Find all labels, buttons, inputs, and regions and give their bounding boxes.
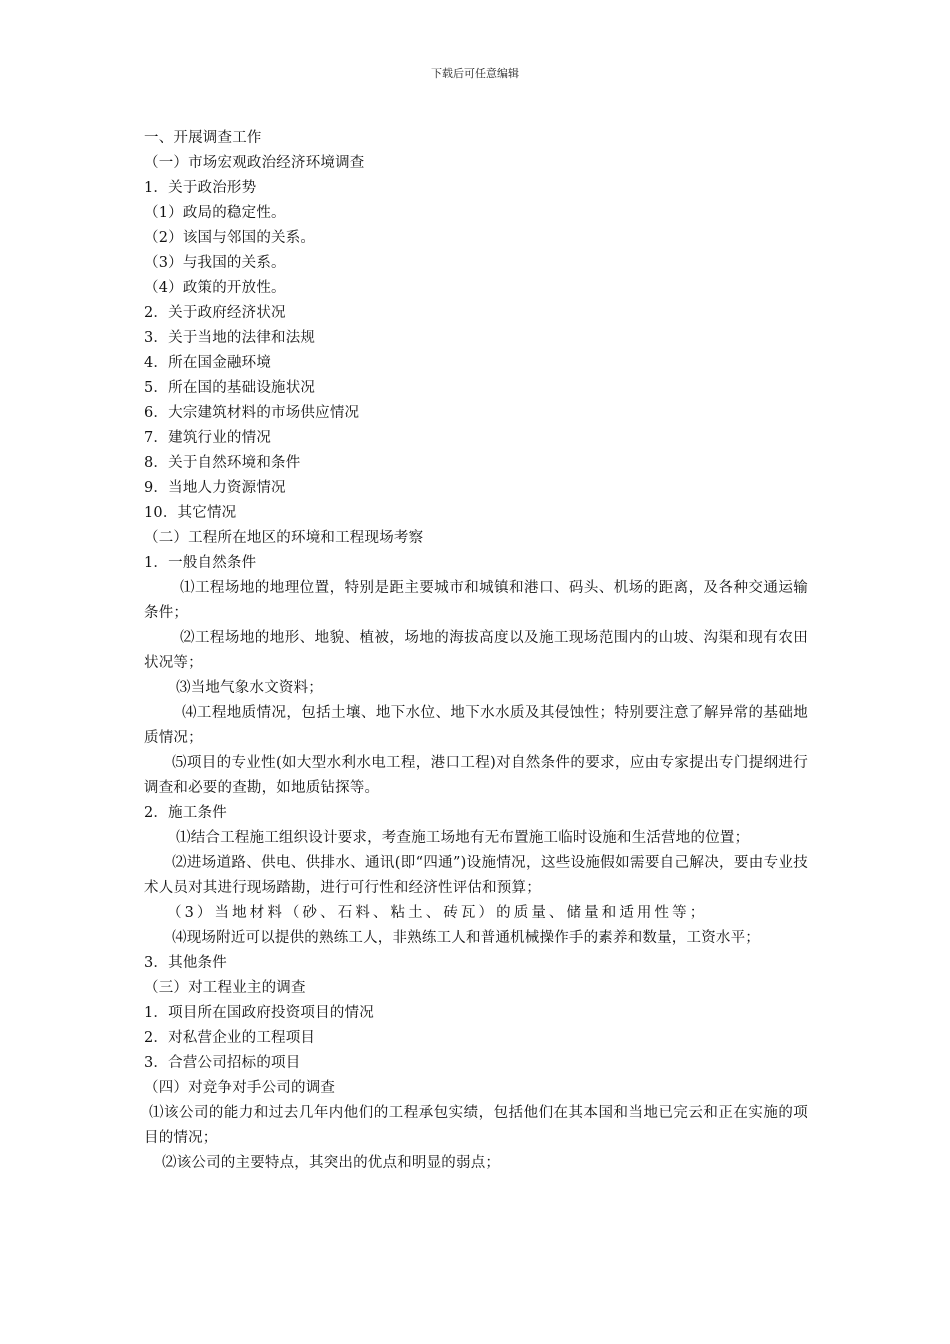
numbered-item: 3．合营公司招标的项目: [144, 1055, 301, 1071]
numbered-item: 10．其它情况: [144, 505, 237, 521]
subsection-heading: （二）工程所在地区的环境和工程现场考察: [144, 530, 424, 546]
paragraph: ⑶当地气象水文资料；: [176, 680, 323, 696]
paragraph: ⑵工程场地的地形、地貌、植被，场地的海拔高度以及施工现场范围内的山坡、沟渠和现有农田状况等；: [144, 630, 808, 671]
paragraph: ⑵进场道路、供电、供排水、通讯(即“四通”)设施情况，这些设施假如需要自己解决，要由专业技术人员对其进行现场踏勘，进行可行性和经济性评估和预算；: [144, 855, 808, 896]
subsection-heading: （三）对工程业主的调查: [144, 980, 306, 996]
paragraph: ⑴工程场地的地理位置，特别是距主要城市和城镇和港口、码头、机场的距离，及各种交通运输条件；: [144, 580, 808, 621]
paragraph: ⑴结合工程施工组织设计要求，考查施工场地有无布置施工临时设施和生活营地的位置；: [176, 830, 750, 846]
page-header: 下载后可任意编辑: [431, 67, 519, 80]
numbered-item: 2．关于政府经济状况: [144, 305, 286, 321]
sub-item: （2）该国与邻国的关系。: [144, 230, 316, 246]
numbered-item: 3．其他条件: [144, 955, 227, 971]
paragraph: ⑸项目的专业性(如大型水利水电工程，港口工程)对自然条件的要求，应由专家提出专门提纲进行调查和必要的查勘，如地质钻探等。: [144, 755, 808, 796]
paragraph: ⑷工程地质情况，包括土壤、地下水位、地下水水质及其侵蚀性；特别要注意了解异常的基础地质情况；: [144, 705, 808, 746]
section-heading: 一、开展调查工作: [144, 130, 262, 146]
sub-item: （4）政策的开放性。: [144, 280, 286, 296]
numbered-item: 8．关于自然环境和条件: [144, 455, 301, 471]
numbered-item: 3．关于当地的法律和法规: [144, 330, 316, 346]
paragraph: ⑷现场附近可以提供的熟练工人，非熟练工人和普通机械操作手的素养和数量，工资水平；: [172, 930, 760, 946]
paragraph: ⑴该公司的能力和过去几年内他们的工程承包实绩，包括他们在其本国和当地已完云和正在实施的项目的情况；: [144, 1105, 808, 1146]
numbered-item: 6．大宗建筑材料的市场供应情况: [144, 405, 360, 421]
paragraph: （3）当地材料（砂、石料、粘土、砖瓦）的质量、储量和适用性等；: [167, 905, 708, 921]
document-body: [144, 126, 808, 1176]
sub-item: （3）与我国的关系。: [144, 255, 286, 271]
sub-item: （1）政局的稳定性。: [144, 205, 286, 221]
numbered-item: 7．建筑行业的情况: [144, 430, 272, 446]
subsection-heading: （一）市场宏观政治经济环境调查: [144, 155, 365, 171]
numbered-item: 5．所在国的基础设施状况: [144, 380, 316, 396]
numbered-item: 1．关于政治形势: [144, 180, 257, 196]
numbered-item: 4．所在国金融环境: [144, 355, 272, 371]
numbered-item: 1．项目所在国政府投资项目的情况: [144, 1005, 374, 1021]
numbered-item: 9．当地人力资源情况: [144, 480, 286, 496]
subsection-heading: （四）对竞争对手公司的调查: [144, 1080, 336, 1096]
numbered-item: 2．对私营企业的工程项目: [144, 1030, 316, 1046]
numbered-item: 2．施工条件: [144, 805, 227, 821]
numbered-item: 1．一般自然条件: [144, 555, 257, 571]
paragraph: ⑵该公司的主要特点，其突出的优点和明显的弱点；: [162, 1155, 501, 1171]
